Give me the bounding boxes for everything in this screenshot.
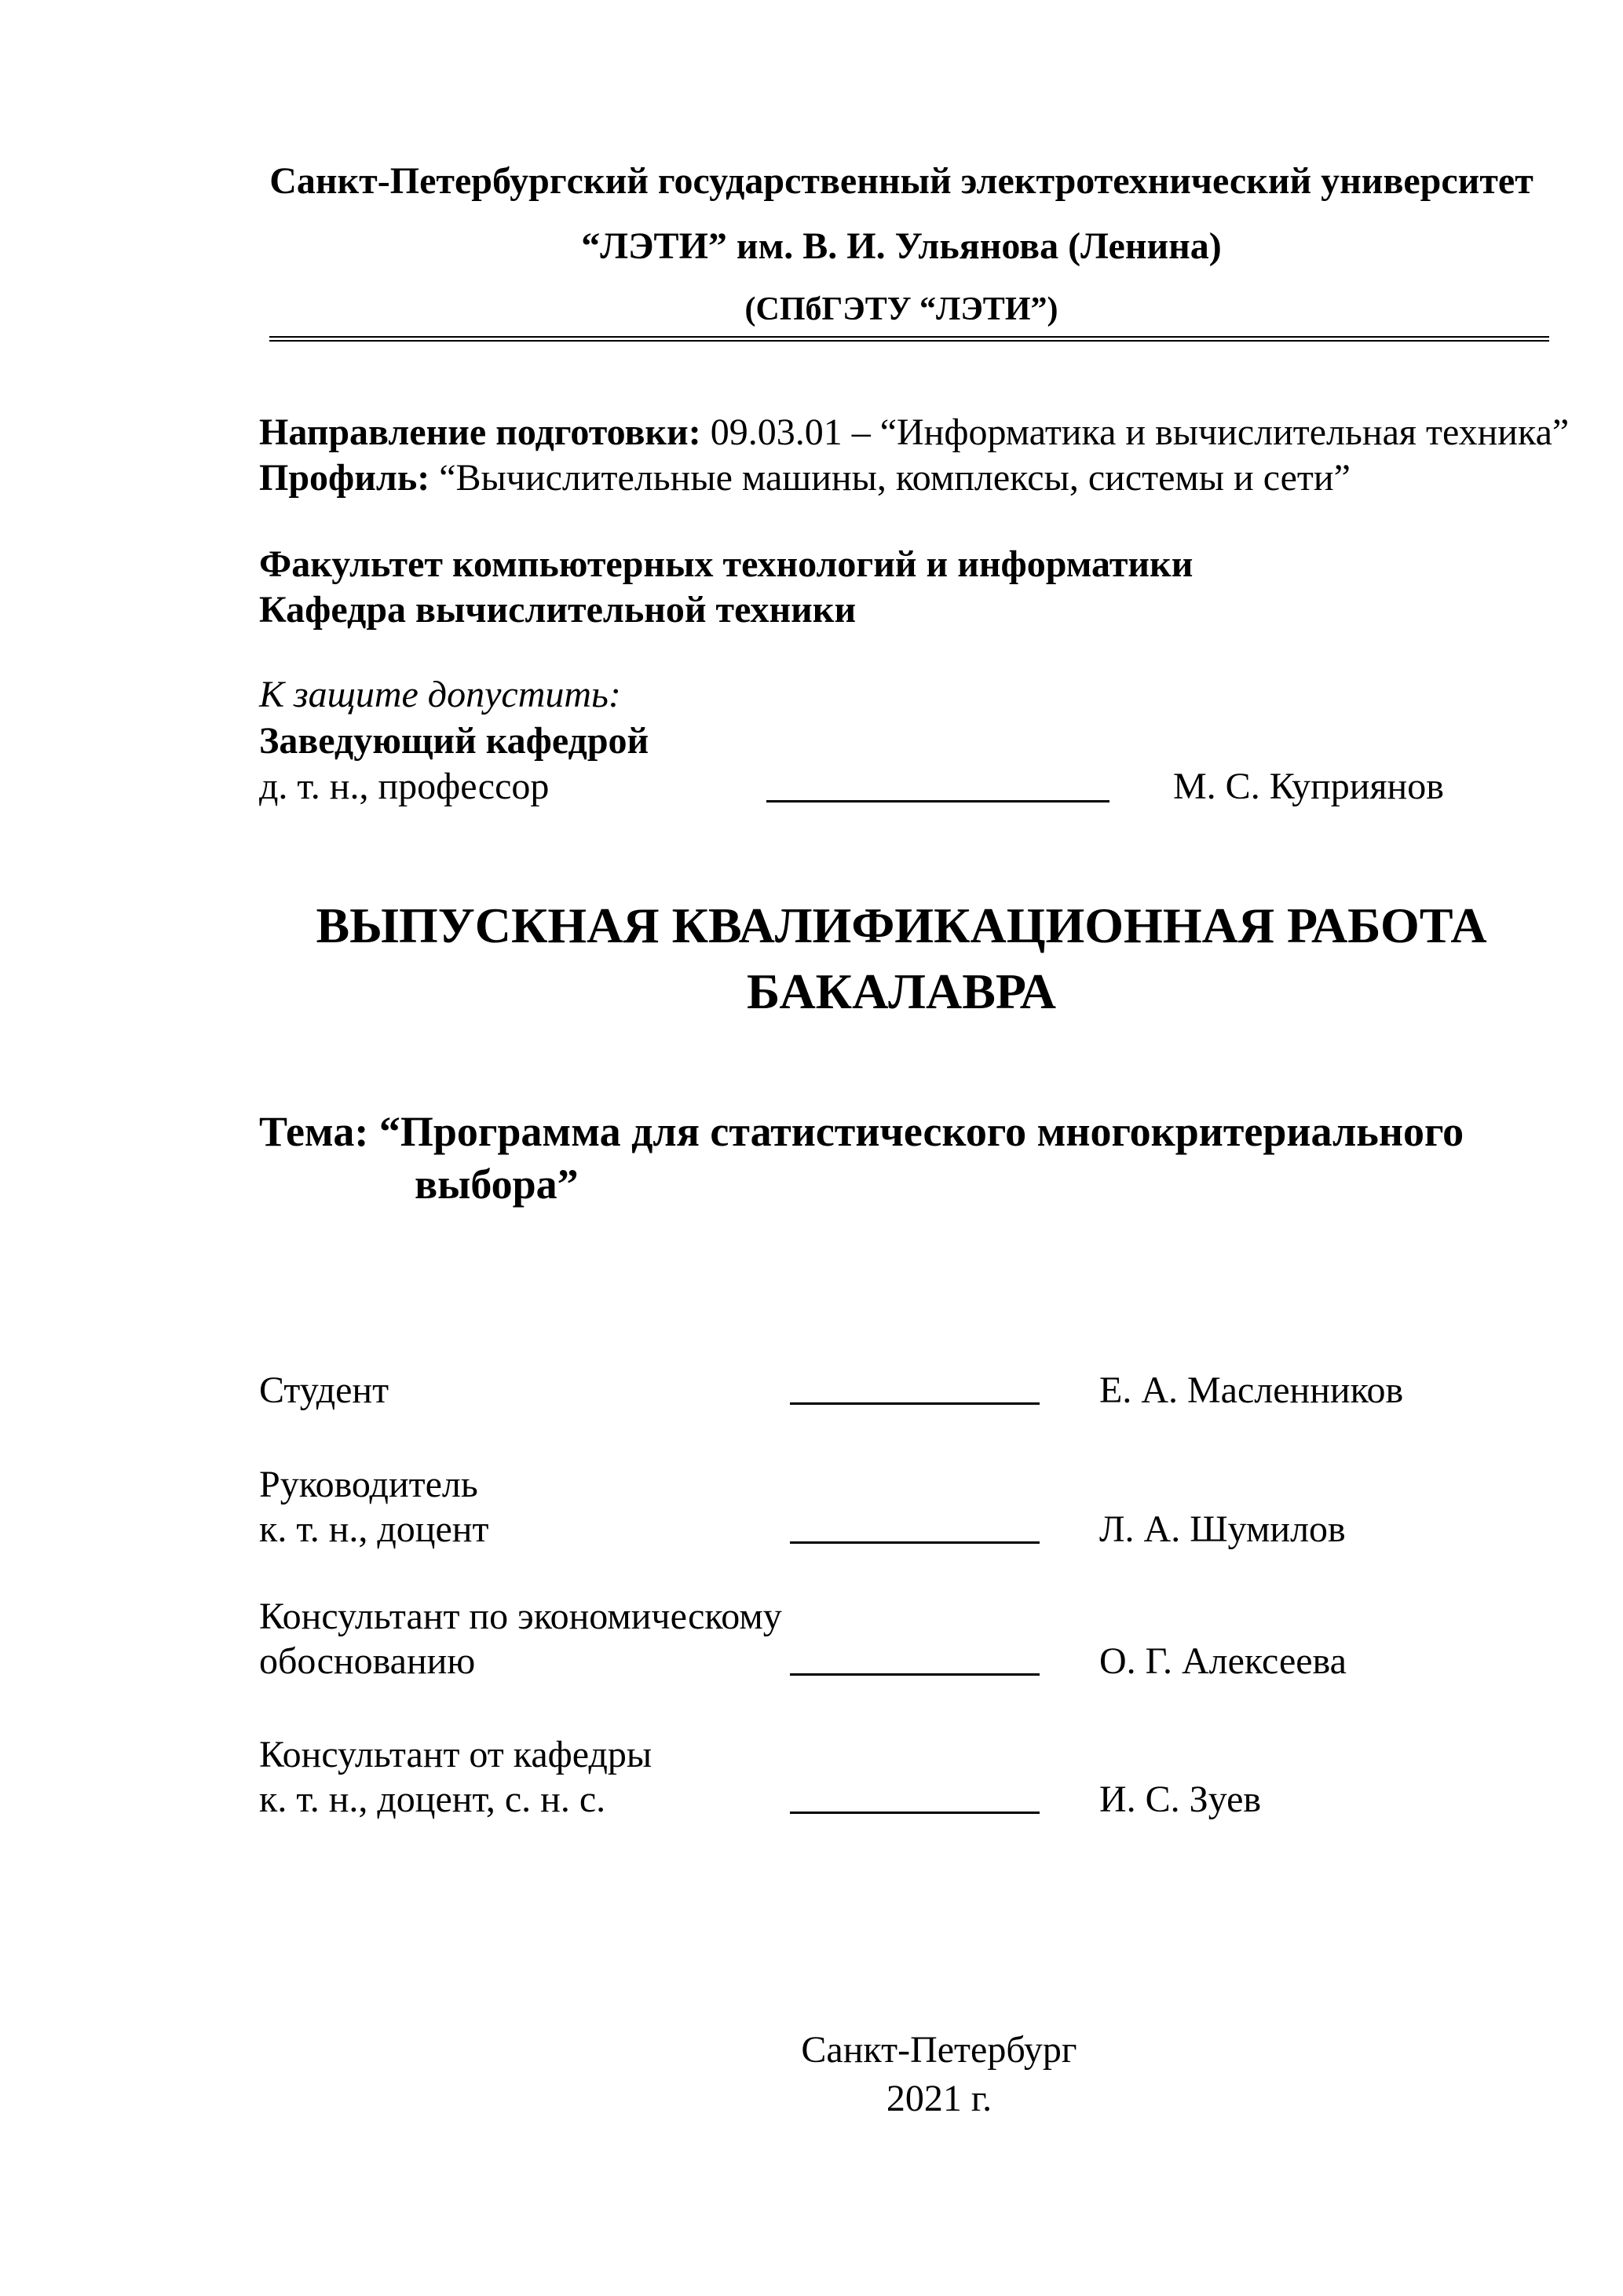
theme-line-2: выбора” xyxy=(415,1161,579,1208)
head-of-chair-name: М. С. Куприянов xyxy=(1173,766,1444,807)
signature-role: Консультант от кафедры xyxy=(259,1734,652,1775)
signature-line xyxy=(790,1541,1040,1544)
signature-line xyxy=(790,1402,1040,1405)
signature-line xyxy=(766,800,1109,803)
admit-note: К защите допустить: xyxy=(259,674,621,715)
header-double-rule xyxy=(269,336,1549,342)
university-short-name-line: (СПбГЭТУ “ЛЭТИ”) xyxy=(744,291,1058,327)
signature-role-degree: к. т. н., доцент xyxy=(259,1508,489,1550)
faculty-line: Факультет компьютерных технологий и информатики xyxy=(259,543,1193,585)
university-name-line: Санкт-Петербургский государственный электротехнический университет xyxy=(269,160,1533,202)
direction-value: 09.03.01 – “Информатика и вычислительная техника” xyxy=(710,411,1570,453)
signature-role: Студент xyxy=(259,1369,389,1411)
chair-line: Кафедра вычислительной техники xyxy=(259,589,857,631)
signature-name: И. С. Зуев xyxy=(1099,1779,1262,1820)
signature-name: Л. А. Шумилов xyxy=(1099,1508,1346,1550)
work-title-line-2: БАКАЛАВРА xyxy=(746,963,1057,1019)
profile-line xyxy=(259,456,1351,499)
head-of-chair-title: Заведующий кафедрой xyxy=(259,720,649,762)
signature-role-degree: к. т. н., доцент, с. н. с. xyxy=(259,1779,606,1820)
profile-label: Профиль: xyxy=(259,457,430,499)
footer-year: 2021 г. xyxy=(886,2078,992,2119)
head-of-chair-degree: д. т. н., профессор xyxy=(259,766,550,807)
work-title-line-1: ВЫПУСКНАЯ КВАЛИФИКАЦИОННАЯ РАБОТА xyxy=(316,898,1487,953)
direction-label: Направление подготовки: xyxy=(259,411,701,453)
footer-city: Санкт-Петербург xyxy=(801,2029,1077,2071)
signature-role: Консультант по экономическому xyxy=(259,1596,782,1637)
signature-line xyxy=(790,1812,1040,1814)
signature-role: Руководитель xyxy=(259,1464,478,1505)
profile-value: “Вычислительные машины, комплексы, системы и сети” xyxy=(439,457,1351,499)
signature-line xyxy=(790,1673,1040,1676)
signature-name: О. Г. Алексеева xyxy=(1099,1640,1347,1682)
theme-line-1: Тема: “Программа для статистического многокритериального xyxy=(259,1108,1464,1155)
direction-line xyxy=(259,411,1569,454)
signature-role-degree: обоснованию xyxy=(259,1640,476,1682)
university-abbrev-line: “ЛЭТИ” им. В. И. Ульянова (Ленина) xyxy=(581,225,1222,267)
signature-name: Е. А. Масленников xyxy=(1099,1369,1404,1411)
